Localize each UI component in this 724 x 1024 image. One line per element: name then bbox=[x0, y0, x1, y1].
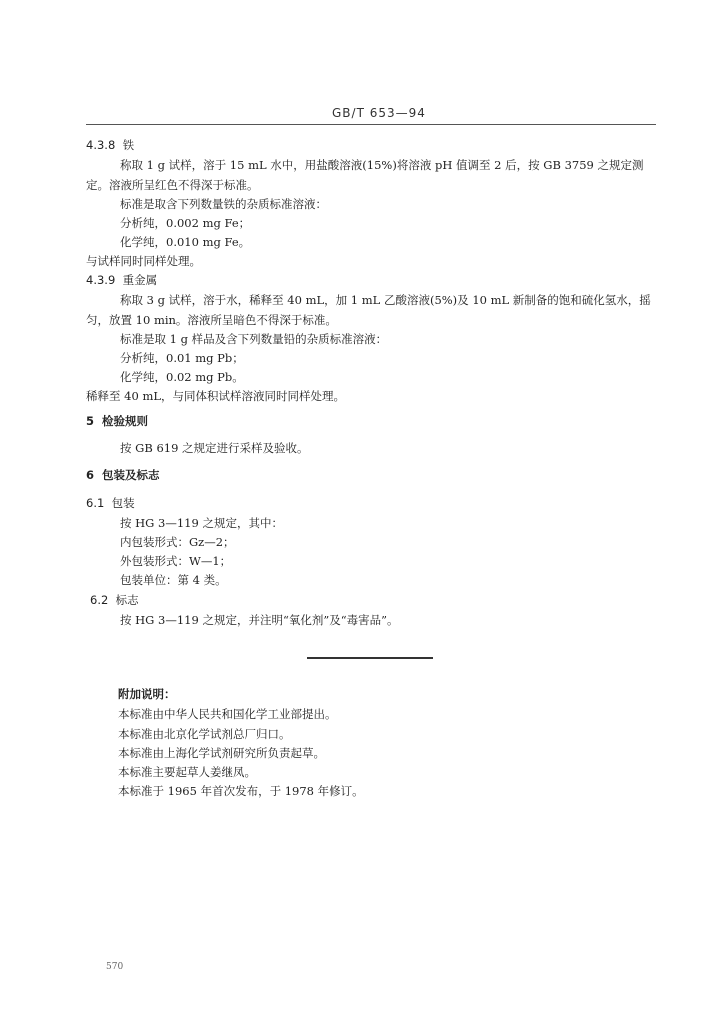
standard-intro: 标准是取 1 g 样品及含下列数量铅的杂质标准溶液： bbox=[120, 332, 388, 346]
paragraph-line: 称取 3 g 试样，溶于水，稀释至 40 mL，加 1 mL 乙酸溶液(5%)及 10 mL 新制备的饱和硫化氢水，摇 bbox=[120, 293, 651, 307]
section-title: 检验规则 bbox=[102, 414, 149, 428]
paragraph-line: 匀，放置 10 min。溶液所呈暗色不得深于标准。 bbox=[86, 313, 337, 327]
notes-line: 本标准主要起草人姜继凤。 bbox=[118, 765, 256, 779]
notes-line: 本标准由上海化学试剂研究所负责起草。 bbox=[118, 746, 325, 760]
notes-title: 附加说明： bbox=[118, 687, 176, 701]
section-title: 重金属 bbox=[122, 273, 158, 287]
section-title: 铁 bbox=[122, 138, 135, 152]
inner-packaging-line: 内包装形式：Gz—2； bbox=[120, 535, 235, 549]
section-number: 4.3.9 bbox=[86, 273, 116, 287]
analytical-grade-line: 分析纯，0.002 mg Fe； bbox=[120, 216, 251, 230]
section-number: 5 bbox=[86, 414, 95, 428]
page-number: 570 bbox=[106, 962, 124, 972]
section-title: 包装 bbox=[111, 496, 135, 510]
section-title: 包装及标志 bbox=[102, 468, 160, 482]
section-number: 6 bbox=[86, 468, 95, 482]
paragraph-line: 称取 1 g 试样，溶于 15 mL 水中，用盐酸溶液(15%)将溶液 pH 值调至 2 后，按 GB 3759 之规定测 bbox=[120, 158, 644, 172]
paragraph-line: 定。溶液所呈红色不得深于标准。 bbox=[86, 178, 259, 192]
treatment-line: 与试样同时同样处理。 bbox=[86, 254, 201, 268]
end-of-standard-rule bbox=[307, 657, 433, 659]
marking-text: 按 HG 3—119 之规定，并注明“氧化剂”及“毒害品”。 bbox=[120, 613, 399, 627]
section-4-3-8-heading bbox=[86, 137, 134, 153]
header-rule bbox=[86, 124, 656, 125]
notes-line: 本标准由北京化学试剂总厂归口。 bbox=[118, 727, 291, 741]
standard-intro: 标准是取含下列数量铁的杂质标准溶液： bbox=[120, 197, 327, 211]
section-6-1-heading bbox=[86, 495, 135, 511]
packaging-line: 按 HG 3—119 之规定，其中： bbox=[120, 516, 283, 530]
section-6-2-heading bbox=[90, 592, 139, 608]
section-number: 6.1 bbox=[86, 496, 105, 510]
chemical-grade-line: 化学纯，0.02 mg Pb。 bbox=[120, 370, 244, 384]
section-5-text: 按 GB 619 之规定进行采样及验收。 bbox=[120, 441, 309, 455]
chemical-grade-line: 化学纯，0.010 mg Fe。 bbox=[120, 235, 251, 249]
section-4-3-9-heading bbox=[86, 272, 157, 288]
standard-number-header: GB/T 653—94 bbox=[332, 106, 426, 120]
notes-line: 本标准于 1965 年首次发布，于 1978 年修订。 bbox=[118, 784, 364, 798]
section-5-heading bbox=[86, 413, 148, 429]
treatment-line: 稀释至 40 mL，与同体积试样溶液同时同样处理。 bbox=[86, 389, 345, 403]
packaging-unit-line: 包装单位：第 4 类。 bbox=[120, 573, 227, 587]
section-6-heading bbox=[86, 467, 160, 483]
section-title: 标志 bbox=[115, 593, 139, 607]
outer-packaging-line: 外包装形式：W—1； bbox=[120, 554, 232, 568]
section-number: 4.3.8 bbox=[86, 138, 116, 152]
analytical-grade-line: 分析纯，0.01 mg Pb； bbox=[120, 351, 244, 365]
notes-line: 本标准由中华人民共和国化学工业部提出。 bbox=[118, 707, 337, 721]
section-number: 6.2 bbox=[90, 593, 109, 607]
